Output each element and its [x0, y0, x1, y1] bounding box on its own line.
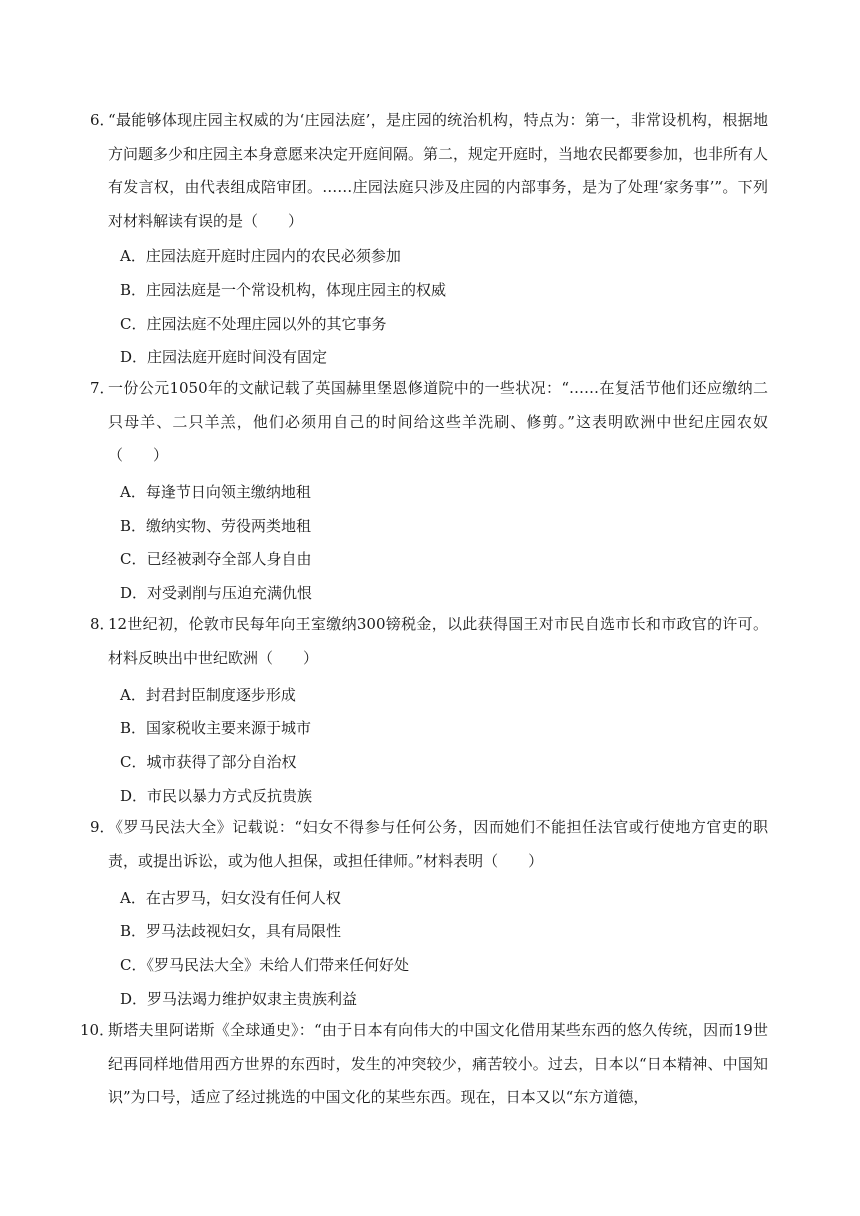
question-6-option-b[interactable]: B．庄园法庭是一个常设机构，体现庄园主的权威 — [120, 281, 447, 299]
question-8-option-c[interactable]: C．城市获得了部分自治权 — [120, 753, 297, 771]
question-8-option-d[interactable]: D．市民以暴力方式反抗贵族 — [120, 787, 313, 805]
question-9-option-b[interactable]: B．罗马法歧视妇女，具有局限性 — [120, 922, 342, 940]
question-9-stem — [90, 811, 768, 878]
question-9-option-d[interactable]: D．罗马法竭力维护奴隶主贵族利益 — [120, 990, 358, 1008]
question-6-option-a[interactable]: A．庄园法庭开庭时庄园内的农民必须参加 — [120, 247, 401, 265]
question-6-number: 6． — [90, 111, 115, 129]
question-7-option-c[interactable]: C．已经被剥夺全部人身自由 — [120, 550, 312, 568]
question-8-option-b[interactable]: B．国家税收主要来源于城市 — [120, 719, 312, 737]
question-8-stem — [90, 608, 768, 675]
question-6-stem — [90, 104, 769, 238]
question-6-option-d[interactable]: D．庄园法庭开庭时间没有固定 — [120, 348, 328, 366]
question-7-number: 7． — [90, 379, 115, 397]
question-10-number: 10． — [80, 1021, 115, 1039]
question-7-option-d[interactable]: D．对受剥削与压迫充满仇恨 — [120, 584, 313, 602]
question-9-option-a[interactable]: A．在古罗马，妇女没有任何人权 — [120, 889, 341, 907]
question-9-text: 《罗马民法大全》记载说：“妇女不得参与任何公务，因而她们不能担任法官或行使地方官吏的职责，或提出诉讼，或为他人担保，或担任律师。”材料表明（ ） — [108, 818, 768, 870]
question-7-text: 一份公元1050年的文献记载了英国赫里堡恩修道院中的一些状况：“……在复活节他们还应缴纳二只母羊、二只羊羔，他们必须用自己的时间给这些羊洗刷、修剪。”这表明欧洲中世纪庄园农奴（ ） — [108, 379, 768, 465]
question-7-stem — [90, 372, 768, 473]
question-10-stem — [80, 1014, 768, 1115]
question-7-option-b[interactable]: B．缴纳实物、劳役两类地租 — [120, 517, 312, 535]
question-9-option-c[interactable]: C．《罗马民法大全》未给人们带来任何好处 — [120, 956, 409, 974]
question-8-option-a[interactable]: A．封君封臣制度逐步形成 — [120, 686, 296, 704]
question-9-number: 9． — [90, 818, 115, 836]
question-6-text: “最能够体现庄园主权威的为‘庄园法庭’，是庄园的统治机构，特点为：第一，非常设机构，根据地方问题多少和庄园主本身意愿来决定开庭间隔。第二，规定开庭时，当地农民都要参加，也非所有人有发言权，由代表组成陪审团。……庄园法庭只涉及庄园的内部事务，是为了处理‘家务事’”。下列对材料解读有误的是（ ） — [108, 111, 769, 230]
question-8-number: 8． — [90, 615, 115, 633]
question-6-option-c[interactable]: C．庄园法庭不处理庄园以外的其它事务 — [120, 315, 387, 333]
question-7-option-a[interactable]: A．每逢节日向领主缴纳地租 — [120, 483, 311, 501]
question-8-text: 12世纪初，伦敦市民每年向王室缴纳300镑税金，以此获得国王对市民自选市长和市政官的许可。材料反映出中世纪欧洲（ ） — [108, 615, 768, 667]
question-10-text: 斯塔夫里阿诺斯《全球通史》：“由于日本有向伟大的中国文化借用某些东西的悠久传统，因而19世纪再同样地借用西方世界的东西时，发生的冲突较少，痛苦较小。过去，日本以“日本精神、中国知识”为口号，适应了经过挑选的中国文化的某些东西。现在，日本又以“东方道德， — [108, 1021, 768, 1107]
